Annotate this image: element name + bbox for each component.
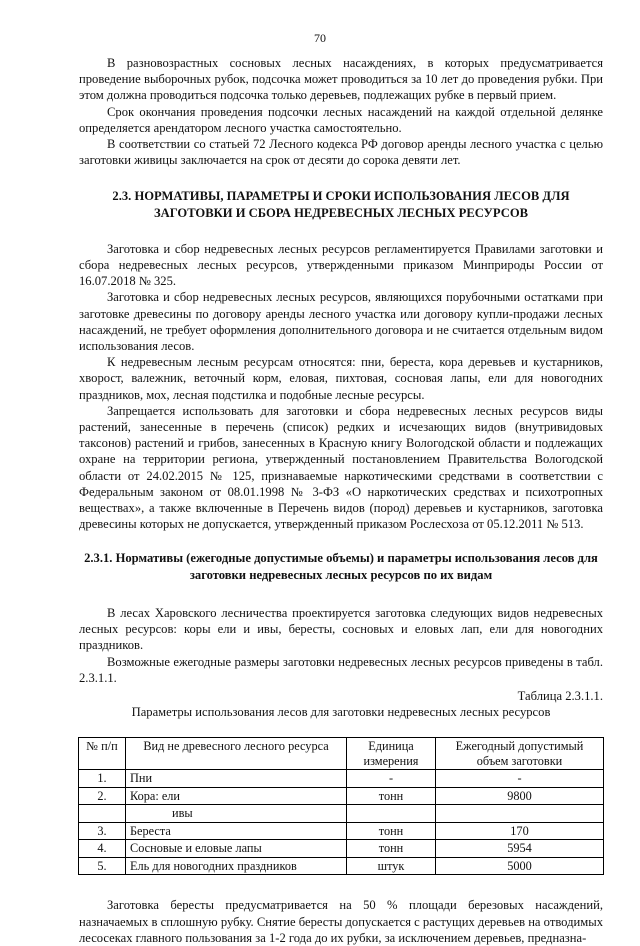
table-row: [79, 822, 604, 840]
cell-unit: [347, 805, 436, 823]
paragraph: Запрещается использовать для заготовки и сбора недревесных лесных ресурсов виды растений, занесенные в перечень (список) редких и исчезающих видов (внутривидовых таксонов) растений и грибов, занесенных в Красную книгу Вологодской области и подлежащих охране на территории региона, утвержденный постановлением Правительства Вологодской области от 24.02.2015 № 125, признаваемые наркотическими средствами в соответствии с Федеральным законом от 08.01.1998 № 3-ФЗ «О наркотических средствах и психотропных веществах», а также включенные в Перечень видов (пород) деревьев и кустарников, заготовка древесины которых не допускается, утвержденный приказом Рослесхоза от 05.12.2011 № 513.: [79, 403, 603, 532]
header-unit: Единица измерения: [347, 738, 436, 770]
table-row: [79, 805, 604, 823]
paragraph: Срок окончания проведения подсочки лесных насаждений на каждой отдельной делянке определяется арендатором лесного участка самостоятельно.: [79, 104, 603, 135]
table-label: Таблица 2.3.1.1.: [517, 688, 603, 703]
table-row: [79, 770, 604, 788]
header-value: Ежегодный допустимый объем заготовки: [436, 738, 604, 770]
header-kind: Вид не древесного лесного ресурса: [126, 738, 347, 770]
table-row: [79, 840, 604, 858]
cell-num: 4.: [79, 840, 126, 858]
paragraph: Заготовка и сбор недревесных лесных ресурсов, являющихся порубочными остатками при заготовке древесины по договору аренды лесного участка или договору купли-продажи лесных насаждений, не требует оформления дополнительного договора и не считается отдельным видом использования лесов.: [79, 290, 603, 354]
header-num: № п/п: [79, 738, 126, 770]
paragraph: Заготовка бересты предусматривается на 50 % площади березовых насаждений, назначаемых в сплошную рубку. Снятие бересты допускается с растущих деревьев на отводимых лесосеках главного пользования за 1-2 года до их рубки, за исключением деревьев, предназна-: [79, 898, 603, 945]
cell-value: 9800: [436, 787, 604, 805]
section-heading-2-3: 2.3. НОРМАТИВЫ, ПАРАМЕТРЫ И СРОКИ ИСПОЛЬЗОВАНИЯ ЛЕСОВ ДЛЯ ЗАГОТОВКИ И СБОРА НЕДРЕВЕСНЫХ ЛЕСНЫХ РЕСУРСОВ: [112, 189, 570, 220]
cell-unit: тонн: [347, 822, 436, 840]
cell-num: 1.: [79, 770, 126, 788]
cell-kind: Ель для новогодних праздников: [126, 857, 347, 875]
cell-kind: Кора: ели: [126, 787, 347, 805]
page-number: 70: [314, 31, 326, 45]
cell-unit: штук: [347, 857, 436, 875]
paragraph: Заготовка и сбор недревесных лесных ресурсов регламентируется Правилами заготовки и сбора недревесных лесных ресурсов, утвержденными приказом Минприроды России от 16.07.2018 № 325.: [79, 241, 603, 289]
cell-kind: Береста: [126, 822, 347, 840]
cell-value: [436, 805, 604, 823]
cell-num: 2.: [79, 787, 126, 805]
paragraph: В разновозрастных сосновых лесных насаждениях, в которых предусматривается проведение выборочных рубок, подсочка может проводиться за 10 лет до проведения рубки. При этом должна проводиться подсочка только деревьев, подлежащих рубке в первый прием.: [79, 56, 603, 103]
table-row: [79, 787, 604, 805]
table-title: Параметры использования лесов для заготовки недревесных лесных ресурсов: [131, 705, 551, 720]
paragraph: К недревесным лесным ресурсам относятся: пни, береста, кора деревьев и кустарников, хворост, валежник, веточный корм, еловая, пихтовая, сосновая лапы, ели для новогодних праздников, мох, лесная подстилка и подобные лесные ресурсы.: [79, 355, 603, 402]
cell-value: 170: [436, 822, 604, 840]
page-content: [79, 55, 603, 946]
paragraph: В лесах Харовского лесничества проектируется заготовка следующих видов недревесных лесных ресурсов: коры ели и ивы, бересты, сосновых и еловых лап, ели для новогодних праздников.: [79, 605, 603, 653]
section-heading-2-3-1: 2.3.1. Нормативы (ежегодные допустимые объемы) и параметры использования лесов для заготовки недревесных лесных ресурсов по их видам: [84, 551, 598, 582]
cell-unit: тонн: [347, 787, 436, 805]
cell-value: 5954: [436, 840, 604, 858]
cell-unit: тонн: [347, 840, 436, 858]
cell-value: 5000: [436, 857, 604, 875]
cell-num: [79, 805, 126, 823]
paragraph: В соответствии со статьей 72 Лесного кодекса РФ договор аренды лесного участка с целью заготовки живицы заключается на срок от десяти до сорока девяти лет.: [79, 137, 603, 168]
table-header-row: [79, 738, 604, 770]
cell-num: 3.: [79, 822, 126, 840]
cell-kind: ивы: [126, 805, 347, 823]
paragraph: Возможные ежегодные размеры заготовки недревесных лесных ресурсов приведены в табл. 2.3.1.1.: [79, 654, 603, 685]
cell-num: 5.: [79, 857, 126, 875]
cell-unit: -: [347, 770, 436, 788]
cell-kind: Сосновые и еловые лапы: [126, 840, 347, 858]
parameters-table: [78, 737, 604, 875]
cell-kind: Пни: [126, 770, 347, 788]
table-row: [79, 857, 604, 875]
cell-value: -: [436, 770, 604, 788]
